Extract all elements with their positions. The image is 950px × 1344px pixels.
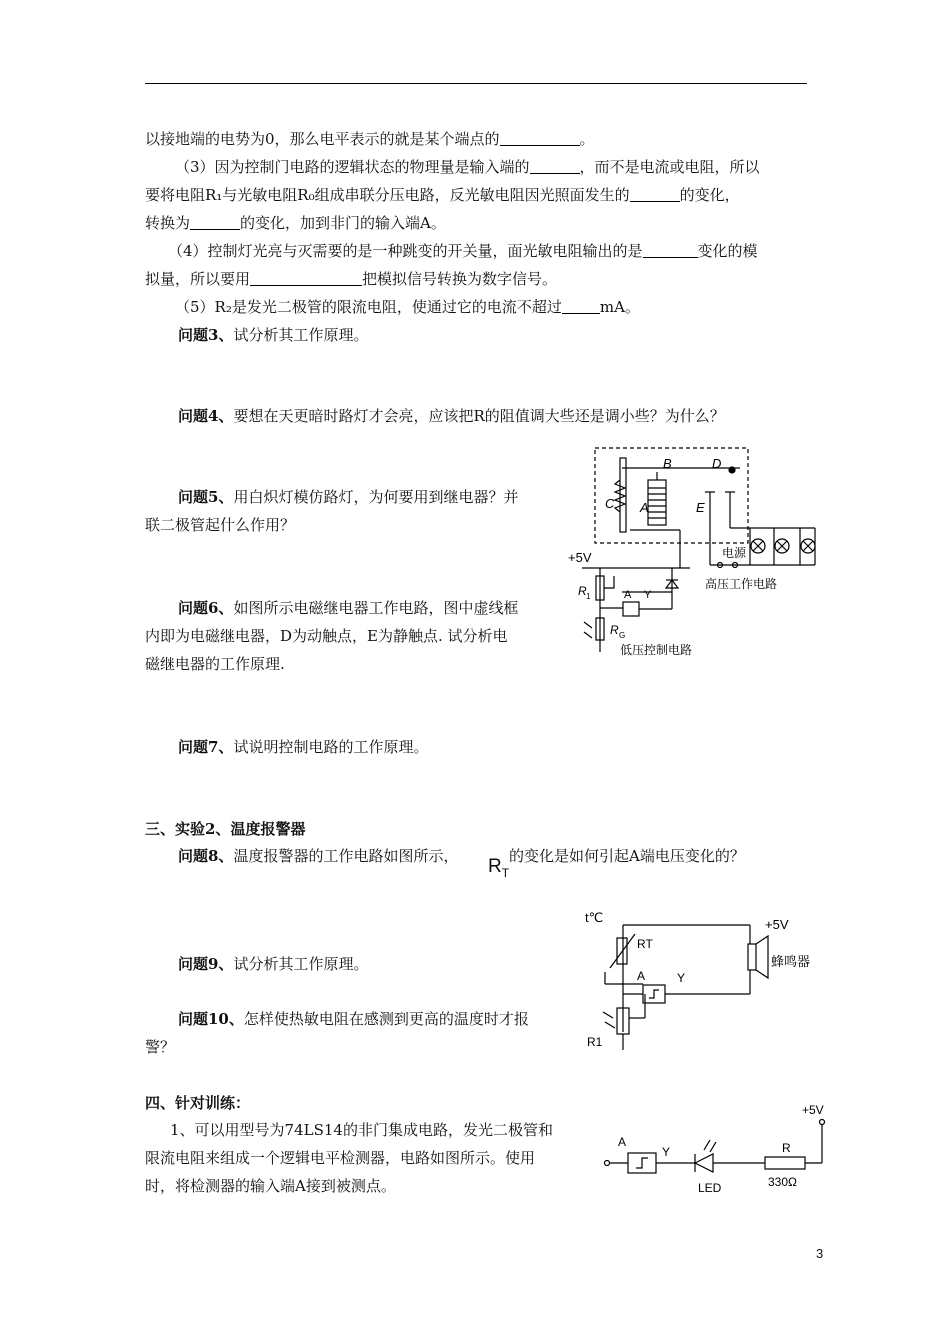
label-5v: +5V — [568, 550, 592, 565]
label-C: C — [605, 496, 615, 511]
label-B: B — [663, 456, 672, 471]
label-A: A — [637, 969, 646, 983]
label-Y: Y — [662, 1145, 671, 1159]
label-R1: R1 — [587, 1035, 603, 1049]
question-5: 问题5、用白炽灯模仿路灯，为何要用到继电器？并 — [178, 488, 519, 506]
header-rule — [145, 83, 807, 84]
question-6: 问题6、如图所示电磁继电器工作电路，图中虚线框 — [178, 599, 519, 617]
label-E: E — [696, 500, 705, 515]
label-RG: R — [610, 623, 619, 637]
label-high-circuit: 高压工作电路 — [705, 577, 778, 591]
label-power: 电源 — [722, 546, 747, 560]
question-6-cont: 磁继电器的工作原理. — [145, 655, 285, 673]
rt-symbol: $R_T$ — [488, 856, 510, 880]
label-low-circuit: 低压控制电路 — [620, 643, 693, 657]
question-4: 问题4、要想在天更暗时路灯才会亮，应该把R的阻值调大些还是调小些？为什么？ — [178, 407, 725, 425]
temperature-alarm-diagram — [585, 910, 835, 1065]
label-5v: +5V — [765, 917, 789, 932]
label-A: A — [618, 1135, 627, 1149]
question-8: 问题8、温度报警器的工作电路如图所示， — [178, 847, 459, 865]
training-1: 1、可以用型号为74LS14的非门集成电路，发光二极管和 — [170, 1121, 553, 1139]
question-7: 问题7、试说明控制电路的工作原理。 — [178, 738, 429, 756]
label-LED: LED — [698, 1181, 722, 1195]
label-R1-sub: 1 — [586, 592, 591, 601]
training-1-cont: 时，将检测器的输入端A接到被测点。 — [145, 1177, 396, 1195]
label-R1: R — [578, 584, 587, 598]
training-1-cont: 限流电阻来组成一个逻辑电平检测器，电路如图所示。使用 — [145, 1149, 536, 1167]
label-RG-sub: G — [619, 631, 626, 640]
label-R: R — [782, 1141, 791, 1155]
label-330-ohm: 330Ω — [768, 1175, 797, 1189]
question-10: 问题10、怎样使热敏电阻在感测到更高的温度时才报 — [178, 1010, 529, 1028]
paragraph-line: 要将电阻R₁与光敏电阻R₀组成串联分压电路，反光敏电阻因光照面发生的 的变化， — [145, 186, 740, 204]
section-3-heading: 三、实验2、温度报警器 — [145, 820, 306, 838]
led-probe-diagram — [600, 1100, 840, 1200]
label-tc: t℃ — [585, 910, 604, 925]
label-gate-Y: Y — [644, 589, 652, 601]
question-6-cont: 内即为电磁继电器，D为动触点，E为静触点. 试分析电 — [145, 627, 508, 645]
question-9: 问题9、试分析其工作原理。 — [178, 955, 369, 973]
paragraph-line: 拟量，所以要用 把模拟信号转换为数字信号。 — [145, 270, 558, 288]
label-gate-A: A — [624, 589, 632, 601]
label-RT: RT — [637, 937, 653, 951]
label-Y: Y — [677, 971, 686, 985]
question-3: 问题3、试分析其工作原理。 — [178, 326, 369, 344]
page-number: 3 — [816, 1246, 824, 1261]
label-5v: +5V — [802, 1103, 824, 1117]
paragraph-line: 以接地端的电势为0，那么电平表示的就是某个端点的 。 — [145, 130, 595, 148]
question-5-cont: 联二极管起什么作用？ — [145, 516, 296, 534]
paragraph-line: （5）R₂是发光二极管的限流电阻，使通过它的电流不超过 mA。 — [175, 298, 640, 316]
paragraph-line: （3）因为控制门电路的逻辑状态的物理量是输入端的 ，而不是电流或电阻，所以 — [175, 158, 760, 176]
section-4-heading: 四、针对训练： — [145, 1094, 251, 1112]
question-8-cont: 的变化是如何引起A端电压变化的？ — [509, 847, 745, 865]
paragraph-line: 转换为 的变化，加到非门的输入端A。 — [145, 214, 446, 232]
paragraph-line: （4）控制灯光亮与灭需要的是一种跳变的开关量，面光敏电阻输出的是 变化的模 — [168, 242, 758, 260]
label-D: D — [712, 456, 722, 471]
label-A: A — [640, 500, 649, 515]
question-10-cont: 警？ — [145, 1038, 176, 1056]
relay-circuit-diagram — [560, 440, 830, 670]
label-buzzer: 蜂鸣器 — [771, 954, 811, 969]
